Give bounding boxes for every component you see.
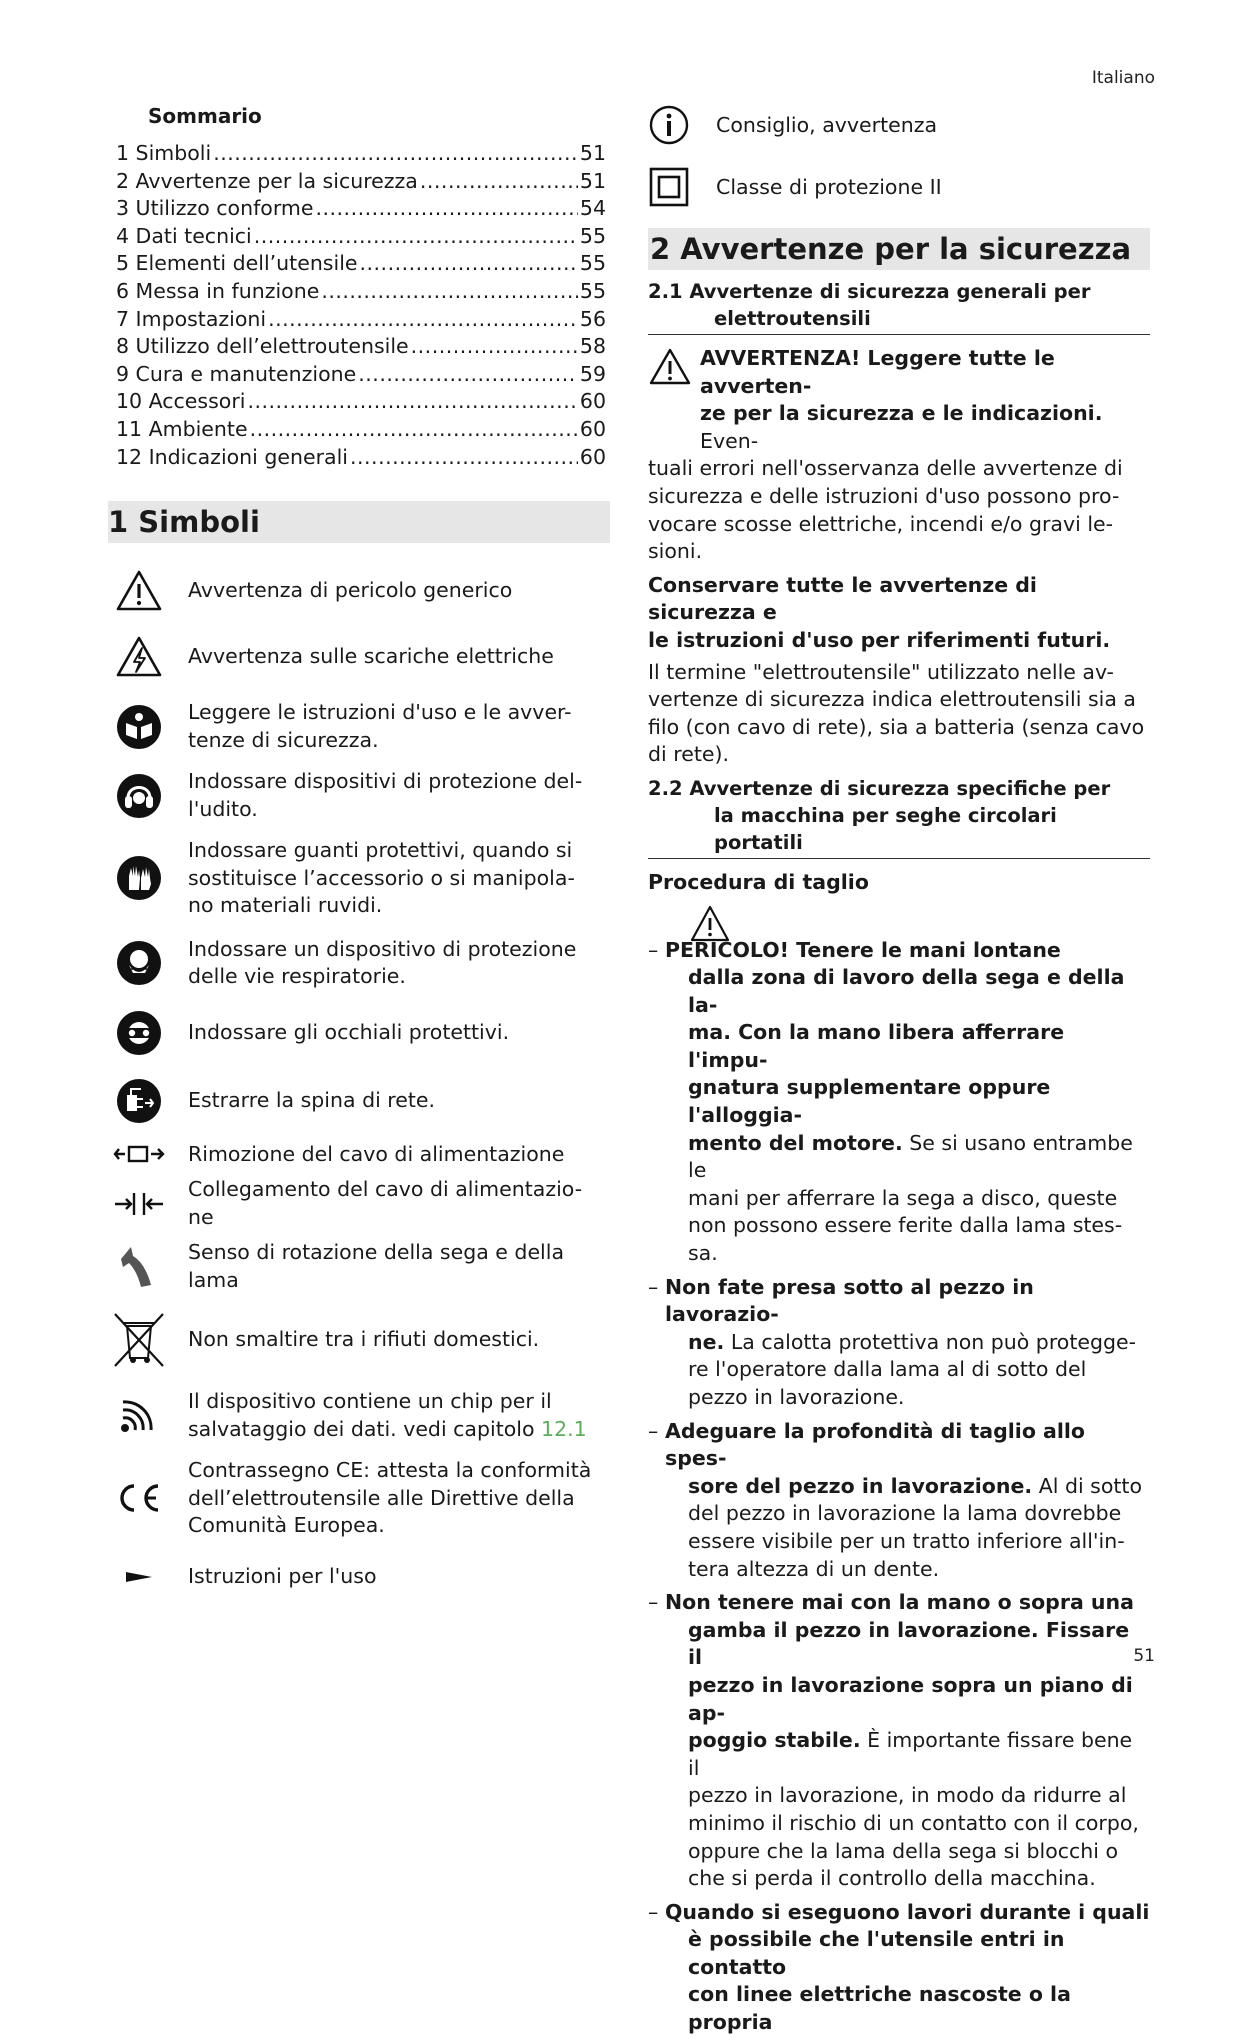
procedure-bold-text: poggio stabile.: [688, 1728, 861, 1753]
toc-item[interactable]: [116, 333, 606, 361]
toc-dot-leader: [411, 333, 578, 361]
procedure-bold-text: Quando si eseguono lavori durante i quali: [665, 1899, 1150, 1924]
procedure-line: minimo il rischio di un contatto con il corpo,: [688, 1810, 1139, 1835]
toc-title: Sommario: [148, 104, 262, 128]
procedure-line: [688, 1981, 1150, 2036]
symbol-entry: [110, 837, 610, 920]
ear-protection-icon: [108, 772, 170, 820]
toc-item-label: 6 Messa in funzione: [116, 278, 320, 303]
right-symbol-list: [648, 104, 1150, 208]
warning-text-line: vocare scosse elettriche, incendi e/o gravi le-: [648, 511, 1114, 536]
cable-remove-icon: [108, 1143, 170, 1165]
warning-rest-line2: Even-: [700, 428, 759, 453]
toc-item[interactable]: [116, 416, 606, 444]
symbol-description-line: Istruzioni per l'uso: [188, 1563, 377, 1588]
toc-dot-leader: [254, 223, 578, 251]
symbol-entry: [110, 1239, 610, 1294]
toc-item-label: 5 Elementi dell’utensile: [116, 251, 358, 276]
symbol-description: [188, 1239, 564, 1294]
ce-mark-icon: [108, 1482, 170, 1514]
symbol-description-line: dell’elettroutensile alle Direttive della: [188, 1485, 575, 1510]
symbol-description-line: Rimozione del cavo di alimentazione: [188, 1141, 565, 1166]
procedure-item: [648, 1418, 1150, 1584]
procedure-line: [688, 1727, 1150, 1782]
symbol-description-line: Contrassegno CE: attesta la conformità: [188, 1458, 592, 1483]
procedure-bold-text: pezzo in lavorazione sopra un piano di ap-: [688, 1672, 1133, 1725]
term-definition-line: Il termine "elettroutensile" utilizzato nelle av-: [648, 659, 1114, 684]
procedure-line: pezzo in lavorazione.: [688, 1385, 905, 1409]
toc-item-page: 54: [579, 196, 606, 221]
toc-item[interactable]: [116, 388, 606, 416]
procedure-item: [648, 937, 1150, 1268]
procedure-line: [665, 1418, 1150, 1473]
toc-item-page: 55: [579, 251, 606, 276]
procedure-normal-text: Se si usano entrambe le: [688, 1130, 1133, 1183]
toc-item[interactable]: [116, 361, 606, 389]
warning-bold-line1: AVVERTENZA! Leggere tutte le avverten-: [700, 346, 1055, 398]
list-dash: –: [648, 1274, 659, 1299]
section-heading-sicurezza: 2 Avvertenze per la sicurezza: [648, 228, 1150, 270]
procedure-normal-text: La calotta protettiva non può protegge-: [724, 1329, 1137, 1354]
gloves-icon: [108, 854, 170, 902]
toc-item[interactable]: [116, 168, 606, 196]
procedure-line: [665, 937, 1150, 965]
symbol-description-line: Estrarre la spina di rete.: [188, 1087, 436, 1112]
procedure-line: mani per afferrare la sega a disco, queste: [688, 1185, 1118, 1210]
symbol-description: [188, 1019, 509, 1047]
procedure-bold-text: Non tenere mai con la mano o sopra una: [665, 1590, 1134, 1615]
symbol-description: Classe di protezione II: [716, 175, 942, 199]
symbol-description-line: sostituisce l’accessorio o si manipola-: [188, 865, 575, 890]
symbol-description: [188, 1388, 587, 1443]
symbol-description-line: Indossare guanti protettivi, quando si: [188, 838, 573, 863]
warning-triangle-icon: [108, 569, 170, 613]
procedure-line: re l'operatore dalla lama al di sotto del: [688, 1357, 1087, 1382]
symbol-description-line: Avvertenza sulle scariche elettriche: [188, 644, 554, 669]
symbol-description-line: ne: [188, 1204, 214, 1229]
toc-dot-leader: [247, 388, 577, 416]
toc-item-page: 60: [579, 416, 606, 441]
procedure-bold-text: gamba il pezzo in lavorazione. Fissare il: [688, 1617, 1130, 1670]
symbol-description: [188, 768, 582, 823]
symbol-description-line: Indossare gli occhiali protettivi.: [188, 1019, 510, 1044]
symbol-description-line: Comunità Europea.: [188, 1513, 385, 1538]
procedure-line: del pezzo in lavorazione la lama dovrebbe: [688, 1501, 1122, 1526]
read-manual-icon: [108, 703, 170, 751]
toc-item-label: 12 Indicazioni generali: [116, 444, 348, 469]
procedure-line: [665, 1589, 1150, 1617]
keep-instructions-line: Conservare tutte le avvertenze di sicurezza e: [648, 572, 1037, 625]
symbol-entry: [110, 1310, 610, 1370]
toc-list: [110, 140, 606, 471]
symbol-description-line: Senso di rotazione della sega e della: [188, 1240, 565, 1265]
term-definition-line: vertenze di sicurezza indica elettroutensili sia a: [648, 687, 1136, 712]
procedure-bold-text: gnatura supplementare oppure l'alloggia-: [688, 1075, 1051, 1128]
toc-dot-leader: [358, 361, 578, 389]
section-heading-simboli: 1 Simboli: [108, 501, 610, 543]
symbol-description: [188, 837, 575, 920]
symbol-entry: [110, 1457, 610, 1540]
symbol-entry: [110, 1007, 610, 1059]
toc-item-label: 9 Cura e manutenzione: [116, 361, 357, 386]
symbol-entry: [110, 1075, 610, 1127]
toc-dot-leader: [250, 416, 578, 444]
toc-item-page: 59: [579, 361, 606, 386]
symbol-description: [188, 1326, 539, 1354]
safety-goggles-icon: [108, 1009, 170, 1057]
toc-item-page: 51: [579, 141, 606, 165]
procedure-line: [665, 1899, 1150, 1927]
symbol-description-line: lama: [188, 1267, 239, 1292]
toc-dot-leader: [315, 195, 577, 223]
procedure-line: essere visibile per un tratto inferiore all'in-: [688, 1528, 1125, 1553]
symbol-description: [188, 1563, 377, 1591]
toc-item-label: 3 Utilizzo conforme: [116, 196, 314, 221]
symbol-description-line: l'udito.: [188, 796, 258, 821]
procedure-bold-text: con linee elettriche nascoste o la propria: [688, 1982, 1071, 2035]
symbol-description: [188, 1457, 591, 1540]
procedure-line: pezzo in lavorazione, in modo da ridurre al: [688, 1783, 1127, 1808]
warning-bold-line2: ze per la sicurezza e le indicazioni.: [700, 401, 1103, 426]
list-dash: –: [648, 1590, 659, 1615]
symbol-entry: [110, 699, 610, 754]
procedure-line: [688, 1617, 1150, 1672]
toc-item[interactable]: [116, 250, 606, 278]
procedure-line: tera altezza di un dente.: [688, 1556, 940, 1581]
procedure-bold-text: Adeguare la profondità di taglio allo spes-: [665, 1418, 1086, 1471]
protection-class-ii-icon: [646, 166, 692, 208]
toc-dot-leader: [213, 140, 578, 168]
symbol-description-line: Il dispositivo contiene un chip per il: [188, 1389, 552, 1414]
toc-item-page: 55: [579, 223, 606, 248]
symbol-description: [188, 643, 554, 671]
procedure-items: [648, 937, 1150, 2037]
symbol-entry: [110, 635, 610, 679]
warning-text: [648, 455, 1150, 565]
symbol-description: [188, 577, 512, 605]
list-dash: –: [648, 1418, 659, 1443]
symbol-description-line: Indossare un dispositivo di protezione: [188, 936, 577, 961]
procedure-line: che si perda il controllo della macchina.: [688, 1866, 1096, 1891]
symbol-description-line: Non smaltire tra i rifiuti domestici.: [188, 1327, 540, 1352]
symbol-entry: [110, 1141, 610, 1169]
toc-item-page: 56: [579, 306, 606, 331]
procedure-line: [665, 1274, 1150, 1329]
symbol-description-line: no materiali ruvidi.: [188, 893, 383, 918]
warning-text-line: tuali errori nell'osservanza delle avvertenze di: [648, 456, 1123, 481]
warning-triangle-icon: [648, 347, 700, 395]
procedure-line: [688, 1329, 1150, 1357]
procedure-bold-text: ma. Con la mano libera afferrare l'impu-: [688, 1020, 1065, 1072]
subheading-2-1: 2.1 Avvertenze di sicurezza generali per elettroutensili: [648, 278, 1150, 335]
toc-item[interactable]: [116, 223, 606, 251]
toc-dot-leader: [420, 168, 578, 196]
procedure-bold-text: sore del pezzo in lavorazione.: [688, 1473, 1033, 1498]
keep-instructions-line: le istruzioni d'uso per riferimenti futuri.: [648, 627, 1111, 652]
rotation-arrow-icon: [108, 1243, 170, 1291]
toc-dot-leader: [321, 278, 578, 306]
symbol-description-line: salvataggio dei dati. vedi capitolo: [188, 1416, 542, 1441]
respirator-icon: [108, 939, 170, 987]
warning-text-line: sicurezza e delle istruzioni d'uso possono pro-: [648, 483, 1120, 508]
right-column: [648, 104, 1150, 2043]
page-language: Italiano: [1091, 68, 1155, 88]
symbol-entry: [648, 104, 1150, 146]
symbol-description: [188, 1141, 564, 1169]
toc-item[interactable]: [116, 444, 606, 472]
procedure-bold-text: Non fate presa sotto al pezzo in lavorazio-: [665, 1274, 1034, 1327]
symbol-description-line: Leggere le istruzioni d'uso e le avver-: [188, 700, 572, 725]
procedure-bold-text: dalla zona di lavoro della sega e della la-: [688, 965, 1125, 1017]
symbol-description-line: [188, 1416, 587, 1444]
unplug-icon: [108, 1077, 170, 1125]
toc-item-page: 60: [579, 389, 606, 414]
procedure-bold-text: mento del motore.: [688, 1130, 903, 1155]
toc-item[interactable]: [116, 140, 606, 168]
symbol-entry: [110, 936, 610, 991]
symbol-description-line: Avvertenza di pericolo generico: [188, 578, 513, 603]
crossed-bin-icon: [108, 1310, 170, 1370]
symbol-list: [110, 569, 610, 1592]
symbol-entry: [110, 1388, 610, 1443]
procedure-item: [648, 1274, 1150, 1412]
toc-item[interactable]: [116, 278, 606, 306]
procedure-line: [688, 964, 1150, 1019]
left-column: [110, 104, 610, 1592]
procedure-line: [688, 1926, 1150, 1981]
symbol-description: [188, 1176, 582, 1231]
chapter-link[interactable]: 12.1: [541, 1416, 587, 1441]
toc-item-label: 2 Avvertenze per la sicurezza: [116, 168, 418, 193]
info-icon: [646, 104, 692, 146]
procedure-line: [688, 1672, 1150, 1727]
toc-item[interactable]: [116, 195, 606, 223]
keep-instructions-text: [648, 572, 1150, 655]
procedure-line: [688, 1019, 1150, 1074]
procedure-heading: Procedura di taglio: [648, 869, 869, 894]
toc-dot-leader: [360, 250, 578, 278]
toc-item-label: 7 Impostazioni: [116, 306, 267, 331]
cable-connect-icon: [108, 1189, 170, 1219]
symbol-description: Consiglio, avvertenza: [716, 113, 938, 137]
toc-item-label: 1 Simboli: [116, 141, 212, 165]
procedure-line: [688, 1130, 1150, 1185]
toc-item-page: 55: [579, 278, 606, 303]
subheading-2-2: 2.2 Avvertenze di sicurezza specifiche per la macchina per seghe circolari portatili: [648, 775, 1150, 859]
procedure-normal-text: È importante fissare bene il: [688, 1728, 1133, 1780]
procedure-line: non possono essere ferite dalla lama stes-: [688, 1213, 1123, 1238]
symbol-description-line: Indossare dispositivi di protezione del-: [188, 769, 583, 794]
procedure-item: [648, 1589, 1150, 1893]
warning-text-line: sioni.: [648, 539, 703, 564]
procedure-line: sa.: [688, 1241, 718, 1266]
term-definition-text: [648, 659, 1150, 769]
procedure-normal-text: Al di sotto: [1032, 1473, 1143, 1498]
symbol-description: [188, 1087, 435, 1115]
general-warning: [648, 345, 1150, 566]
toc-item[interactable]: [116, 306, 606, 334]
term-definition-line: filo (con cavo di rete), sia a batteria (senza cavo: [648, 714, 1145, 739]
symbol-entry: [110, 1176, 610, 1231]
toc-item-label: 11 Ambiente: [116, 416, 248, 441]
symbol-description: [188, 936, 576, 991]
procedure-line: [688, 1074, 1150, 1129]
toc-item-page: 58: [579, 334, 606, 359]
list-dash: –: [648, 1899, 659, 1924]
toc-dot-leader: [350, 444, 578, 472]
symbol-entry: [110, 569, 610, 613]
toc-item-label: 10 Accessori: [116, 389, 246, 414]
toc-item-page: 51: [579, 168, 606, 193]
page-number: 51: [1133, 1646, 1155, 1666]
symbol-description-line: tenze di sicurezza.: [188, 727, 379, 752]
symbol-entry: [110, 768, 610, 823]
list-dash: –: [648, 937, 659, 962]
symbol-description: [188, 699, 572, 754]
toc-dot-leader: [268, 306, 578, 334]
procedure-item: [648, 1899, 1150, 2037]
symbol-entry: [648, 166, 1150, 208]
toc-item-label: 4 Dati tecnici: [116, 223, 252, 248]
term-definition-line: di rete).: [648, 742, 729, 767]
procedure-bold-text: è possibile che l'utensile entri in contatto: [688, 1927, 1065, 1979]
electric-warning-icon: [108, 635, 170, 679]
symbol-description-line: delle vie respiratorie.: [188, 964, 406, 989]
toc-item-page: 60: [579, 444, 606, 469]
symbol-entry: [110, 1562, 610, 1592]
rfid-chip-icon: [108, 1396, 170, 1436]
procedure-line: oppure che la lama della sega si blocchi o: [688, 1838, 1119, 1863]
procedure-bold-text: PERICOLO! Tenere le mani lontane: [665, 937, 1061, 962]
symbol-description-line: Collegamento del cavo di alimentazio-: [188, 1177, 583, 1202]
instruction-arrow-icon: [108, 1570, 170, 1584]
procedure-line: [688, 1473, 1150, 1501]
procedure-bold-text: ne.: [688, 1329, 725, 1354]
toc-item-label: 8 Utilizzo dell’elettroutensile: [116, 334, 409, 359]
